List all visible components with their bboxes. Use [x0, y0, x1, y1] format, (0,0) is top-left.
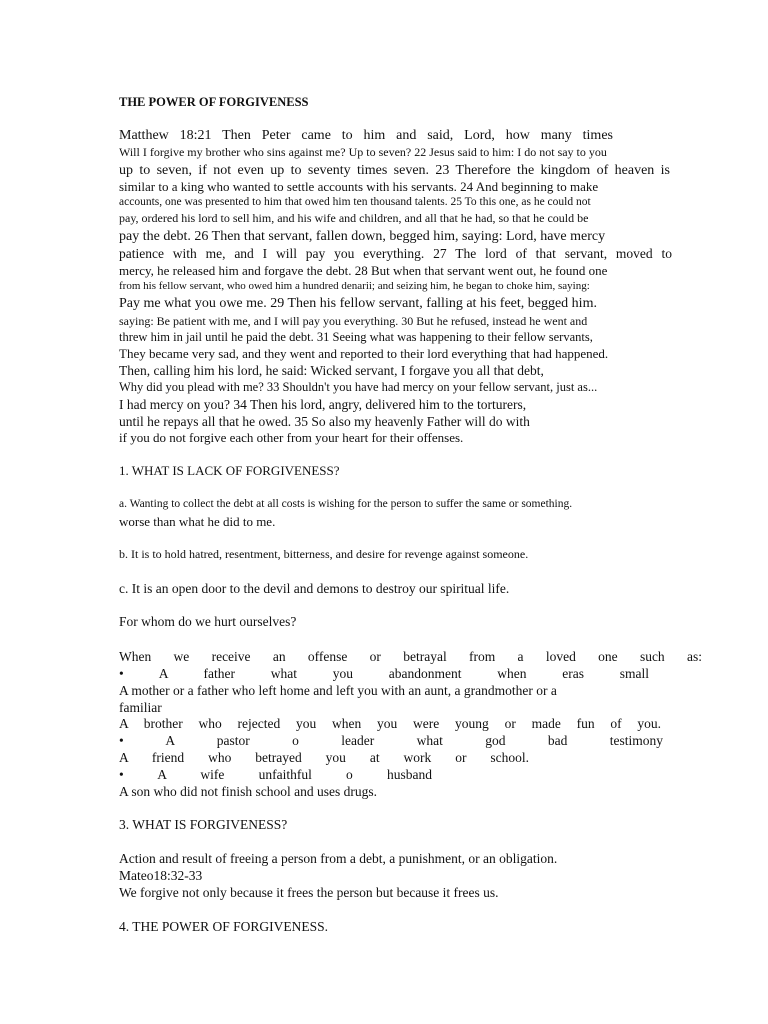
- section-heading: 1. WHAT IS LACK OF FORGIVENESS?: [119, 463, 340, 478]
- scripture-line: threw him in jail until he paid the debt. 31 Seeing what was happening to their fellow servants,: [119, 330, 593, 344]
- section-paragraph: Mateo18:32-33: [119, 868, 203, 883]
- scripture-line: Then, calling him his lord, he said: Wicked servant, I forgave you all that debt,: [119, 363, 544, 378]
- section-paragraph: a. Wanting to collect the debt at all costs is wishing for the person to suffer the same or something.: [119, 498, 573, 510]
- scripture-line: Why did you plead with me? 33 Shouldn't you have had mercy on your fellow servant, just as...: [119, 380, 598, 394]
- section-paragraph: We forgive not only because it frees the person but because it frees us.: [119, 885, 499, 900]
- scripture-line: I had mercy on you? 34 Then his lord, angry, delivered him to the torturers,: [119, 397, 527, 412]
- offense-line: A brother who rejected you when you were young or made fun of you.: [119, 716, 661, 731]
- offense-intro: When we receive an offense or betrayal from a loved one such as:: [119, 649, 702, 664]
- scripture-line: until he repays all that he owed. 35 So also my heavenly Father will do with: [119, 414, 530, 429]
- section-heading: 4. THE POWER OF FORGIVENESS.: [119, 919, 329, 934]
- offense-line: A friend who betrayed you at work or school.: [119, 750, 529, 765]
- scripture-line: pay the debt. 26 Then that servant, fallen down, begged him, saying: Lord, have mercy: [119, 229, 606, 244]
- offense-line: A son who did not finish school and uses drugs.: [119, 784, 377, 799]
- section-question: For whom do we hurt ourselves?: [119, 614, 297, 629]
- scripture-line: pay, ordered his lord to sell him, and his wife and children, and all that he had, so that he could be: [119, 211, 589, 225]
- section-heading: 3. WHAT IS FORGIVENESS?: [119, 817, 288, 832]
- section-paragraph: Action and result of freeing a person from a debt, a punishment, or an obligation.: [119, 851, 558, 866]
- scripture-line: similar to a king who wanted to settle accounts with his servants. 24 And beginning to make: [119, 179, 599, 194]
- offense-bullet: • A wife unfaithful o husband: [119, 767, 432, 782]
- scripture-line: Pay me what you owe me. 29 Then his fellow servant, falling at his feet, begged him.: [119, 296, 597, 311]
- scripture-line: up to seven, if not even up to seventy times seven. 23 Therefore the kingdom of heaven is: [119, 163, 670, 178]
- scripture-line: accounts, one was presented to him that owed him ten thousand talents. 25 To this one, as he could not: [119, 196, 591, 208]
- offense-line: A mother or a father who left home and left you with an aunt, a grandmother or a: [119, 683, 557, 698]
- document-title: THE POWER OF FORGIVENESS: [119, 95, 309, 109]
- offense-bullet: • A pastor o leader what god bad testimony: [119, 733, 663, 748]
- scripture-line: They became very sad, and they went and reported to their lord everything that had happened.: [119, 346, 609, 361]
- scripture-line: mercy, he released him and forgave the debt. 28 But when that servant went out, he found one: [119, 263, 608, 278]
- section-paragraph: b. It is to hold hatred, resentment, bitterness, and desire for revenge against someone.: [119, 547, 529, 561]
- section-paragraph: c. It is an open door to the devil and demons to destroy our spiritual life.: [119, 581, 510, 596]
- scripture-line: saying: Be patient with me, and I will pay you everything. 30 But he refused, instead he went and: [119, 314, 588, 328]
- offense-line: familiar: [119, 700, 162, 715]
- section-paragraph: worse than what he did to me.: [119, 514, 276, 529]
- offense-bullet: • A father what you abandonment when eras small: [119, 666, 649, 681]
- scripture-line: Matthew 18:21 Then Peter came to him and said, Lord, how many times: [119, 128, 613, 143]
- scripture-line: Will I forgive my brother who sins against me? Up to seven? 22 Jesus said to him: I do not say to you: [119, 145, 607, 159]
- scripture-line: patience with me, and I will pay you everything. 27 The lord of that servant, moved to: [119, 246, 672, 261]
- scripture-line: if you do not forgive each other from your heart for their offenses.: [119, 430, 464, 445]
- scripture-line: from his fellow servant, who owed him a hundred denarii; and seizing him, he began to choke him, saying:: [119, 280, 590, 292]
